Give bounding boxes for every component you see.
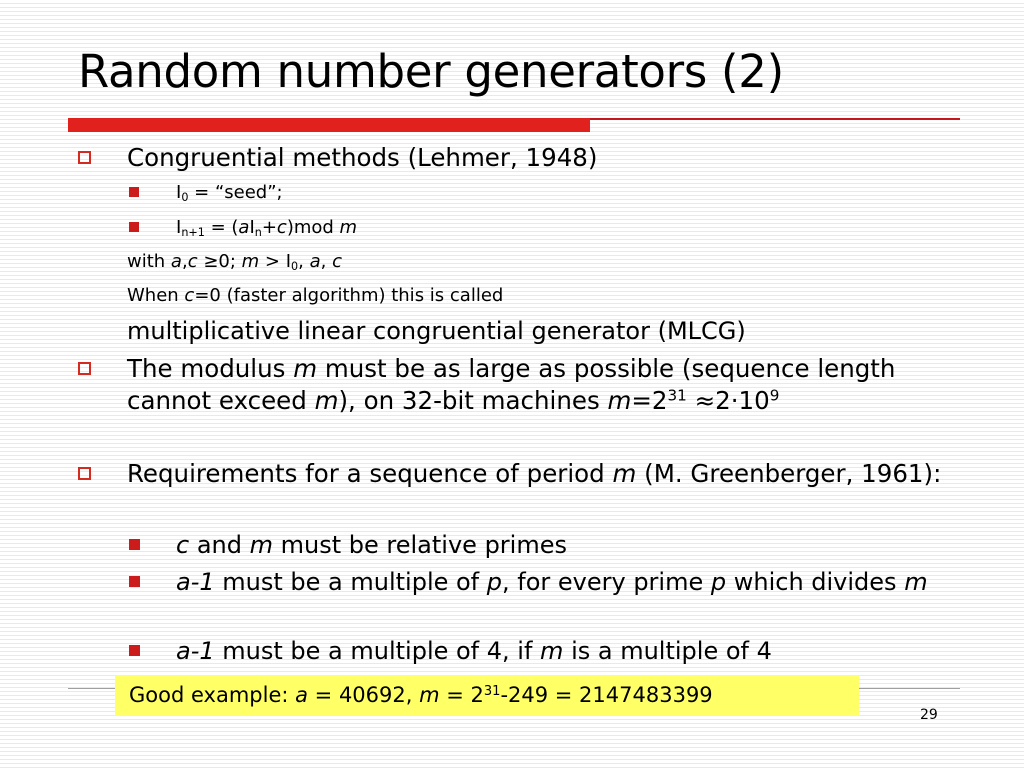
filled-square-bullet-icon [129,222,139,232]
text-approx: ≈2·10 [686,386,770,415]
seed-text: = “seed”; [188,182,283,203]
var-m: m [339,217,358,238]
text-equals-2: =2 [631,386,668,415]
subscript-n-plus-1: n+1 [181,225,205,239]
filled-square-bullet-icon [129,576,140,587]
text-every-prime: , for every prime [502,568,711,596]
text-is-multiple-of-4: is a multiple of 4 [563,637,772,665]
var-i: I [176,217,182,238]
var-a: a [238,217,250,238]
text-m-value: -249 = 2147483399 [500,683,713,707]
subscript-0: 0 [291,259,299,273]
var-i: I [249,217,255,238]
text-ge: ≥0; [197,251,242,272]
var-m: m [249,531,274,559]
var-m: m [607,386,632,415]
with-conditions-line [127,249,967,275]
var-a: a [295,683,308,707]
text-good-example: Good example: [129,683,296,707]
when-c-zero-line [127,283,967,309]
subbullet-multiple-of-4 [176,635,966,667]
subbullet-relative-primes [176,529,966,561]
bullet-requirements [127,458,967,490]
var-p: p [486,568,502,596]
text-as-large: must be as large as possible (sequence length cannot exceed [127,354,896,415]
exponent-31: 31 [667,386,687,405]
page-number: 29 [920,707,938,723]
hollow-square-bullet-icon [78,467,91,480]
var-m: m [904,568,928,596]
text-comma: , [320,251,333,272]
text-gt: > I [259,251,292,272]
text-divides: which divides [726,568,905,596]
title-accent-bar [68,118,590,132]
var-a-minus-1: a-1 [176,568,215,596]
text-32bit: ), on 32-bit machines [338,386,608,415]
var-a: a [309,251,321,272]
good-example-callout [115,675,859,716]
var-i: I [176,182,182,203]
subbullet-recurrence [176,215,966,241]
text-equals: = ( [204,217,239,238]
text-plus: + [261,217,277,238]
bullet-modulus [127,353,967,417]
var-m: m [241,251,260,272]
filled-square-bullet-icon [129,539,140,550]
var-c: c [184,285,195,306]
text-modulus: The modulus [127,354,294,383]
text-m-equals: = 2 [439,683,484,707]
subbullet-seed [176,180,966,206]
var-m: m [540,637,564,665]
var-m: m [612,459,637,488]
var-p: p [710,568,727,596]
var-m: m [314,386,339,415]
mlcg-line: multiplicative linear congruential generator (MLCG) [127,317,746,345]
text-mod: )mod [286,217,340,238]
text-a-value: = 40692, [308,683,420,707]
text-when: When [127,285,185,306]
var-m: m [293,354,318,383]
text-and: and [189,531,250,559]
text-requirements: Requirements for a sequence of period [127,459,613,488]
text-with: with [127,251,171,272]
filled-square-bullet-icon [129,645,140,656]
bullet-text: Congruential methods (Lehmer, 1948) [127,143,598,172]
text-multiple-of: must be a multiple of [214,568,487,596]
filled-square-bullet-icon [129,187,139,197]
text-relative-primes: must be relative primes [273,531,567,559]
text-greenberger: (M. Greenberger, 1961): [636,459,942,488]
var-c: c [176,531,190,559]
subscript-0: 0 [181,190,189,204]
subbullet-multiple-of-p [176,566,966,598]
var-a: a [170,251,182,272]
var-c: c [187,251,198,272]
hollow-square-bullet-icon [78,151,91,164]
exponent-31: 31 [483,683,501,699]
text-comma: , [298,251,310,272]
var-c: c [276,217,287,238]
var-m: m [419,683,440,707]
text-faster-algorithm: =0 (faster algorithm) this is called [194,285,504,306]
var-a-minus-1: a-1 [176,637,215,665]
text-comma: , [181,251,188,272]
slide-title: Random number generators (2) [78,45,784,98]
bullet-congruential-methods [127,142,967,174]
subscript-n: n [254,225,262,239]
var-c: c [332,251,342,272]
hollow-square-bullet-icon [78,362,91,375]
exponent-9: 9 [769,386,780,405]
text-multiple-of-4: must be a multiple of 4, if [214,637,541,665]
